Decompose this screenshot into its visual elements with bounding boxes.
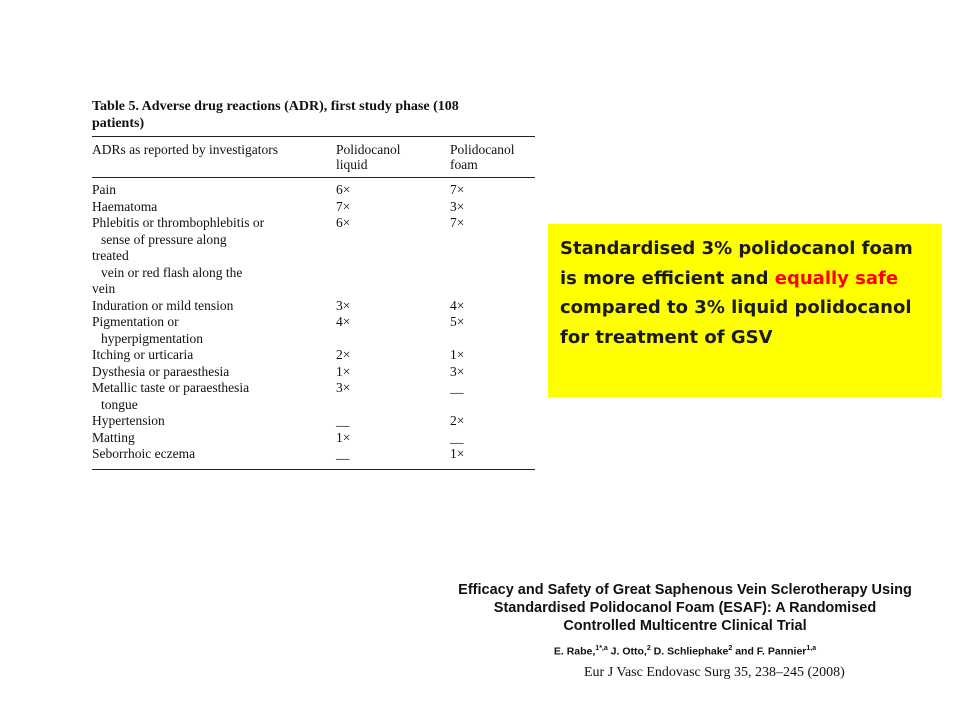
row-liquid-count: 6× xyxy=(336,215,351,230)
row-label-text: tongue xyxy=(101,396,138,412)
table-row xyxy=(92,446,535,463)
citation-authors xyxy=(420,645,950,658)
row-liquid-count xyxy=(336,331,450,348)
citation xyxy=(420,581,950,681)
table-row xyxy=(92,331,535,348)
header-foam xyxy=(450,142,535,172)
header-adr: ADRs as reported by investigators xyxy=(92,142,278,157)
row-label xyxy=(92,347,336,364)
adr-table xyxy=(92,98,535,470)
table-row xyxy=(92,182,535,199)
table-row xyxy=(92,413,535,430)
row-label-text: Phlebitis or thrombophlebitis or xyxy=(92,215,265,230)
header-foam-line2: foam xyxy=(450,157,478,172)
caption-line-1: Table 5. Adverse drug reactions (ADR), first study phase (108 xyxy=(92,99,459,114)
author-3-affil: 2 xyxy=(728,645,733,652)
row-label-text: Itching or urticaria xyxy=(92,347,194,362)
row-foam-count: 2× xyxy=(450,413,465,428)
row-label-text: Pigmentation or xyxy=(92,314,179,329)
author-2: J. Otto, xyxy=(607,645,647,658)
citation-title-line2: Standardised Polidocanol Foam (ESAF): A Randomised xyxy=(493,600,877,616)
table-caption xyxy=(92,98,535,132)
table-body xyxy=(92,178,535,469)
table-row xyxy=(92,364,535,381)
row-liquid-count: 2× xyxy=(336,347,351,362)
row-label xyxy=(92,298,336,315)
header-liquid-line1: Polidocanol xyxy=(336,142,401,157)
row-liquid-count: 6× xyxy=(336,182,351,197)
table-row xyxy=(92,347,535,364)
row-liquid-count xyxy=(336,397,450,414)
row-label-text: Matting xyxy=(92,429,135,445)
header-foam-line1: Polidocanol xyxy=(450,142,515,157)
table-row xyxy=(92,199,535,216)
table-row xyxy=(92,314,535,331)
row-label-text: Pain xyxy=(92,182,117,197)
row-label-text: Haematoma xyxy=(92,198,158,214)
summary-callout xyxy=(548,224,942,397)
table-bottom-rule xyxy=(92,469,535,470)
row-foam-count: 5× xyxy=(450,314,465,329)
row-label-text: Metallic taste or paraesthesia xyxy=(92,380,250,395)
table-row xyxy=(92,248,535,265)
row-label-text: Seborrhoic eczema xyxy=(92,446,196,461)
row-label xyxy=(92,215,336,232)
citation-title-line1: Efficacy and Safety of Great Saphenous Vein Sclerotherapy Using xyxy=(458,582,912,598)
row-foam-count xyxy=(450,232,535,249)
row-label xyxy=(92,232,336,249)
row-liquid-count xyxy=(336,281,450,298)
row-liquid-count xyxy=(336,265,450,282)
row-liquid-count: 1× xyxy=(336,429,351,445)
row-foam-count xyxy=(450,331,535,348)
table-row xyxy=(92,298,535,315)
row-foam-count: 1× xyxy=(450,446,465,461)
row-label xyxy=(92,413,336,430)
row-foam-count: 4× xyxy=(450,297,465,313)
row-foam-count: 3× xyxy=(450,363,465,379)
author-1-affil: 1*,a xyxy=(595,645,608,652)
author-4-affil: 1,a xyxy=(806,645,817,652)
row-label xyxy=(92,430,336,447)
row-label xyxy=(92,265,336,282)
row-foam-count xyxy=(450,397,535,414)
row-label-text: treated xyxy=(92,248,129,263)
citation-title xyxy=(420,581,950,635)
row-liquid-count xyxy=(336,248,450,265)
callout-text-before: Standardised 3% polidocanol foam is more efficient and xyxy=(560,238,913,289)
row-label-text: Hypertension xyxy=(92,413,165,428)
row-liquid-count: 3× xyxy=(336,380,351,395)
row-foam-count: __ xyxy=(450,380,464,395)
table-header-row xyxy=(92,137,535,177)
row-label xyxy=(92,314,336,331)
row-label-text: Induration or mild tension xyxy=(92,297,234,313)
row-label-text: hyperpigmentation xyxy=(101,330,203,346)
author-4: and F. Pannier xyxy=(732,645,807,658)
row-label xyxy=(92,331,336,348)
row-label-text: vein xyxy=(92,281,116,296)
row-foam-count xyxy=(450,281,535,298)
table-row xyxy=(92,430,535,447)
table-row xyxy=(92,265,535,282)
row-label-text: Dysthesia or paraesthesia xyxy=(92,363,230,379)
caption-line-2: patients) xyxy=(92,116,145,131)
row-liquid-count: 4× xyxy=(336,314,351,329)
row-foam-count: 7× xyxy=(450,182,465,197)
author-2-affil: 2 xyxy=(646,645,651,652)
row-label xyxy=(92,281,336,298)
row-liquid-count: __ xyxy=(336,446,350,461)
row-label xyxy=(92,364,336,381)
author-3: D. Schliephake xyxy=(650,645,729,658)
table-row xyxy=(92,281,535,298)
row-foam-count xyxy=(450,248,535,265)
table-row xyxy=(92,380,535,397)
row-liquid-count xyxy=(336,232,450,249)
row-foam-count: __ xyxy=(450,429,464,445)
row-label-text: vein or red flash along the xyxy=(101,264,243,280)
row-foam-count: 1× xyxy=(450,347,465,362)
row-label xyxy=(92,380,336,397)
table-row xyxy=(92,397,535,414)
header-liquid-line2: liquid xyxy=(336,157,368,172)
row-label xyxy=(92,397,336,414)
row-liquid-count: 7× xyxy=(336,198,351,214)
table-row xyxy=(92,232,535,249)
row-label-text: sense of pressure along xyxy=(101,231,227,247)
row-label xyxy=(92,248,336,265)
row-foam-count: 7× xyxy=(450,215,465,230)
row-liquid-count: __ xyxy=(336,413,350,428)
row-foam-count xyxy=(450,265,535,282)
citation-title-line3: Controlled Multicentre Clinical Trial xyxy=(563,618,807,634)
row-label xyxy=(92,446,336,463)
header-liquid xyxy=(336,142,450,172)
row-foam-count: 3× xyxy=(450,198,465,214)
row-label xyxy=(92,182,336,199)
row-liquid-count: 3× xyxy=(336,297,351,313)
row-liquid-count: 1× xyxy=(336,363,351,379)
table-row xyxy=(92,215,535,232)
citation-journal: Eur J Vasc Endovasc Surg 35, 238–245 (2008) xyxy=(584,664,845,680)
author-1: E. Rabe, xyxy=(553,645,596,658)
callout-highlight: equally safe xyxy=(774,267,899,289)
callout-text-after: compared to 3% liquid polidocanol for treatment of GSV xyxy=(560,297,912,348)
row-label xyxy=(92,199,336,216)
